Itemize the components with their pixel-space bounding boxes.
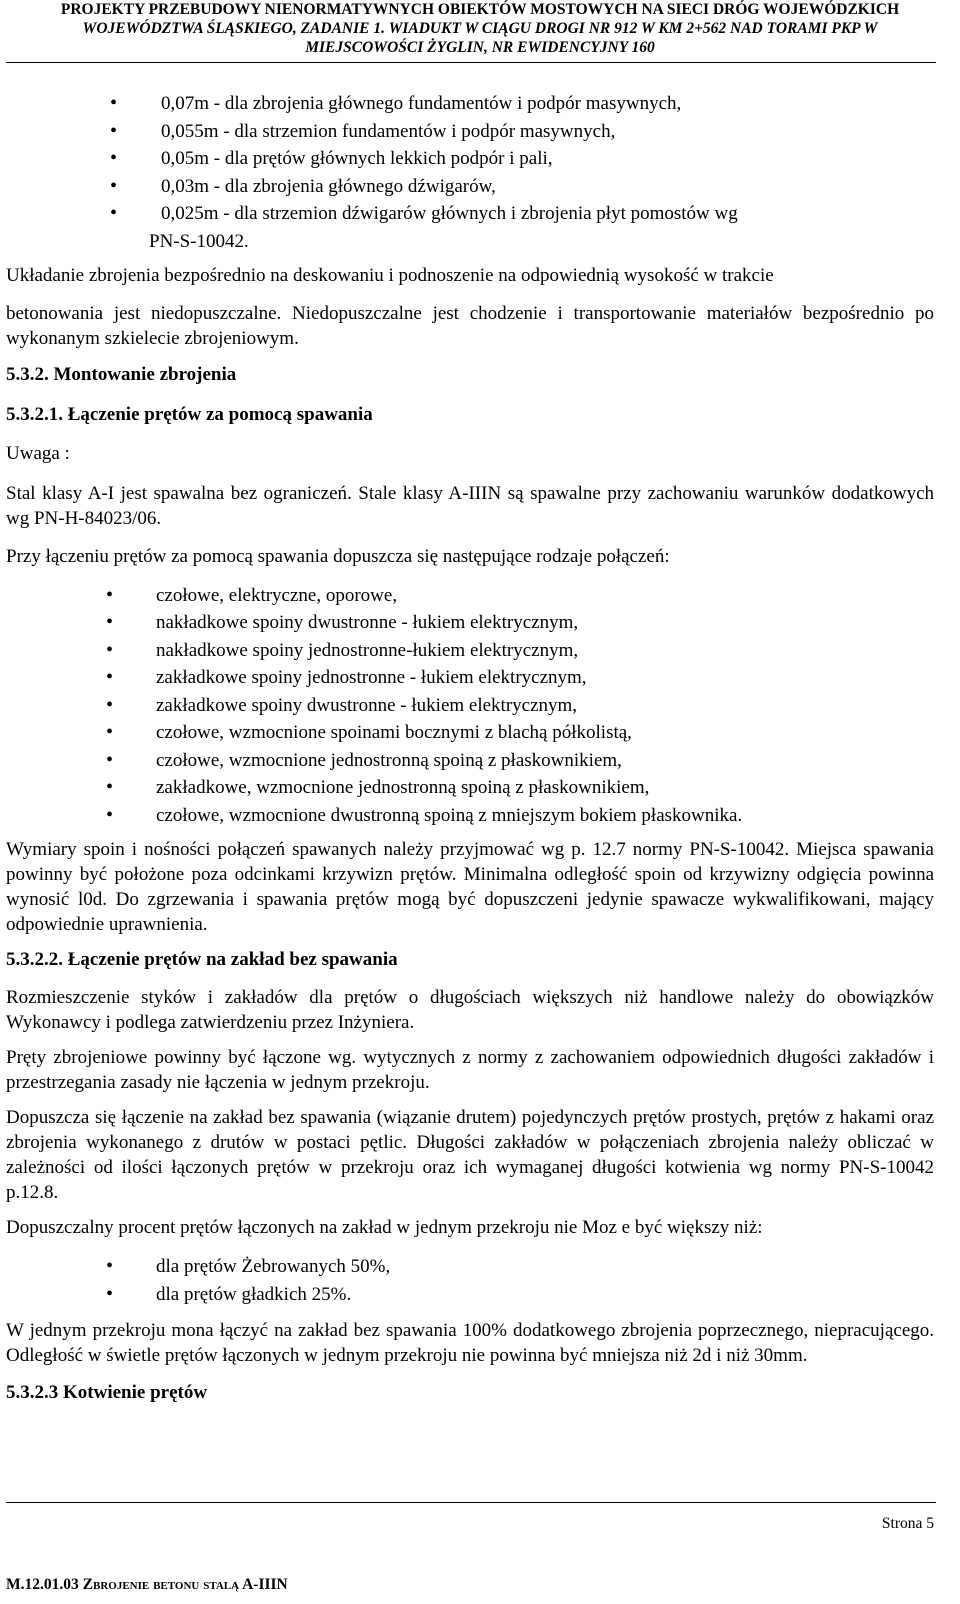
list-item: • 0,055m - dla strzemion fundamentów i podpór masywnych, xyxy=(6,118,934,146)
list-item: • nakładkowe spoiny jednostronne-łukiem elektrycznym, xyxy=(6,637,934,665)
spec-code: M.12.01.03 xyxy=(6,1576,79,1593)
header-line-3: MIEJSCOWOŚCI ŻYGLIN, NR EWIDENCYJNY 160 xyxy=(305,39,655,56)
list-item: • nakładkowe spoiny dwustronne - łukiem elektrycznym, xyxy=(6,609,934,637)
list-item: • dla prętów gładkich 25%. xyxy=(6,1281,934,1309)
list-item: • czołowe, wzmocnione jednostronną spoiną z płaskownikiem, xyxy=(6,747,934,775)
paragraph: betonowania jest niedopuszczalne. Niedopuszczalne jest chodzenie i transportowanie materiałów bezpośrednio po wykonanym szkielecie zbrojeniowym. xyxy=(6,302,934,349)
paragraph: Stal klasy A-I jest spawalna bez ograniczeń. Stale klasy A-IIIN są spawalne przy zachowaniu warunków dodatkowych wg PN-H-84023/06. xyxy=(6,482,934,529)
header-line-2: WOJEWÓDZTWA ŚLĄSKIEGO, ZADANIE 1. WIADUKT W CIĄGU DROGI NR 912 W KM 2+562 NAD TORAMI PKP W xyxy=(82,20,878,37)
paragraph: Wymiary spoin i nośności połączeń spawanych należy przyjmować wg p. 12.7 normy PN-S-10042. Miejsca spawania powinny być położone poza odcinkami krzywizn prętów. Minimalna odległość spoin od krzywizny odgięcia powinna wynosić l0d. Do zgrzewania i spawania prętów mogą być dopuszczeni jedynie spawacze wykwalifikowani, mający odpowiednie uprawnienia. xyxy=(6,839,934,935)
cover-list xyxy=(6,90,934,228)
list-item: • zakładkowe, wzmocnione jednostronną spoiną z płaskownikiem, xyxy=(6,774,934,802)
section-heading: 5.3.2. Montowanie zbrojenia xyxy=(6,363,237,385)
percentage-list xyxy=(6,1253,934,1308)
list-item: • czołowe, wzmocnione dwustronną spoiną z mniejszym bokiem płaskownika. xyxy=(6,802,934,830)
document-header xyxy=(0,0,960,57)
list-item: • zakładkowe spoiny dwustronne - łukiem elektrycznym, xyxy=(6,692,934,720)
spec-title: Zbrojenie betonu stalą A-IIIN xyxy=(82,1576,288,1593)
list-item: • czołowe, wzmocnione spoinami bocznymi z blachą półkolistą, xyxy=(6,719,934,747)
section-heading: 5.3.2.3 Kotwienie prętów xyxy=(6,1382,208,1403)
list-continuation: PN-S-10042. xyxy=(149,230,249,252)
list-item: • 0,025m - dla strzemion dźwigarów głównych i zbrojenia płyt pomostów wg xyxy=(6,200,934,228)
paragraph: Rozmieszczenie styków i zakładów dla prętów o długościach większych niż handlowe należy do obowiązków Wykonawcy i podlega zatwierdzeniu przez Inżyniera. xyxy=(6,987,934,1033)
page-number: Strona 5 xyxy=(881,1515,934,1532)
list-item: • zakładkowe spoiny jednostronne - łukiem elektrycznym, xyxy=(6,664,934,692)
list-item: • 0,05m - dla prętów głównych lekkich podpór i pali, xyxy=(6,145,934,173)
section-heading: 5.3.2.1. Łączenie prętów za pomocą spawania xyxy=(6,403,373,425)
header-line-1: PROJEKTY PRZEBUDOWY NIENORMATYWNYCH OBIEKTÓW MOSTOWYCH NA SIECI DRÓG WOJEWÓDZKICH xyxy=(60,1,900,18)
footer-divider xyxy=(6,1502,936,1503)
list-item: • 0,03m - dla zbrojenia głównego dźwigarów, xyxy=(6,173,934,201)
section-heading: 5.3.2.2. Łączenie prętów na zakład bez spawania xyxy=(6,949,398,970)
list-item: • dla prętów Żebrowanych 50%, xyxy=(6,1253,934,1281)
joint-types-list xyxy=(6,582,934,830)
paragraph: W jednym przekroju mona łączyć na zakład bez spawania 100% dodatkowego zbrojenia poprzecznego, niepracującego. Odległość w świetle prętów łączonych w jednym przekroju nie powinna być mniejsza niż 2d i niż 30mm. xyxy=(6,1320,934,1366)
paragraph: Pręty zbrojeniowe powinny być łączone wg. wytycznych z normy z zachowaniem odpowiednich długości zakładów i przestrzegania zasady nie łączenia w jednym przekroju. xyxy=(6,1047,934,1093)
header-divider xyxy=(6,62,936,63)
list-item: • czołowe, elektryczne, oporowe, xyxy=(6,582,934,610)
paragraph: Dopuszczalny procent prętów łączonych na zakład w jednym przekroju nie Moz e być większy niż: xyxy=(6,1217,763,1238)
paragraph: Przy łączeniu prętów za pomocą spawania dopuszcza się następujące rodzaje połączeń: xyxy=(6,545,670,567)
note-label: Uwaga : xyxy=(6,442,70,464)
footer-spec xyxy=(6,1576,288,1594)
paragraph: Układanie zbrojenia bezpośrednio na deskowaniu i podnoszenie na odpowiednią wysokość w trakcie xyxy=(6,264,774,286)
paragraph: Dopuszcza się łączenie na zakład bez spawania (wiązanie drutem) pojedynczych prętów prostych, prętów z hakami oraz zbrojenia wykonanego z drutów w postaci pętlic. Długości zakładów w połączeniach zbrojenia należy obliczać w zależności od ilości łączonych prętów w przekroju oraz ich wymaganej długości kotwienia wg normy PN-S-10042 p.12.8. xyxy=(6,1107,934,1203)
page-content xyxy=(6,90,934,1405)
list-item: • 0,07m - dla zbrojenia głównego fundamentów i podpór masywnych, xyxy=(6,90,934,118)
